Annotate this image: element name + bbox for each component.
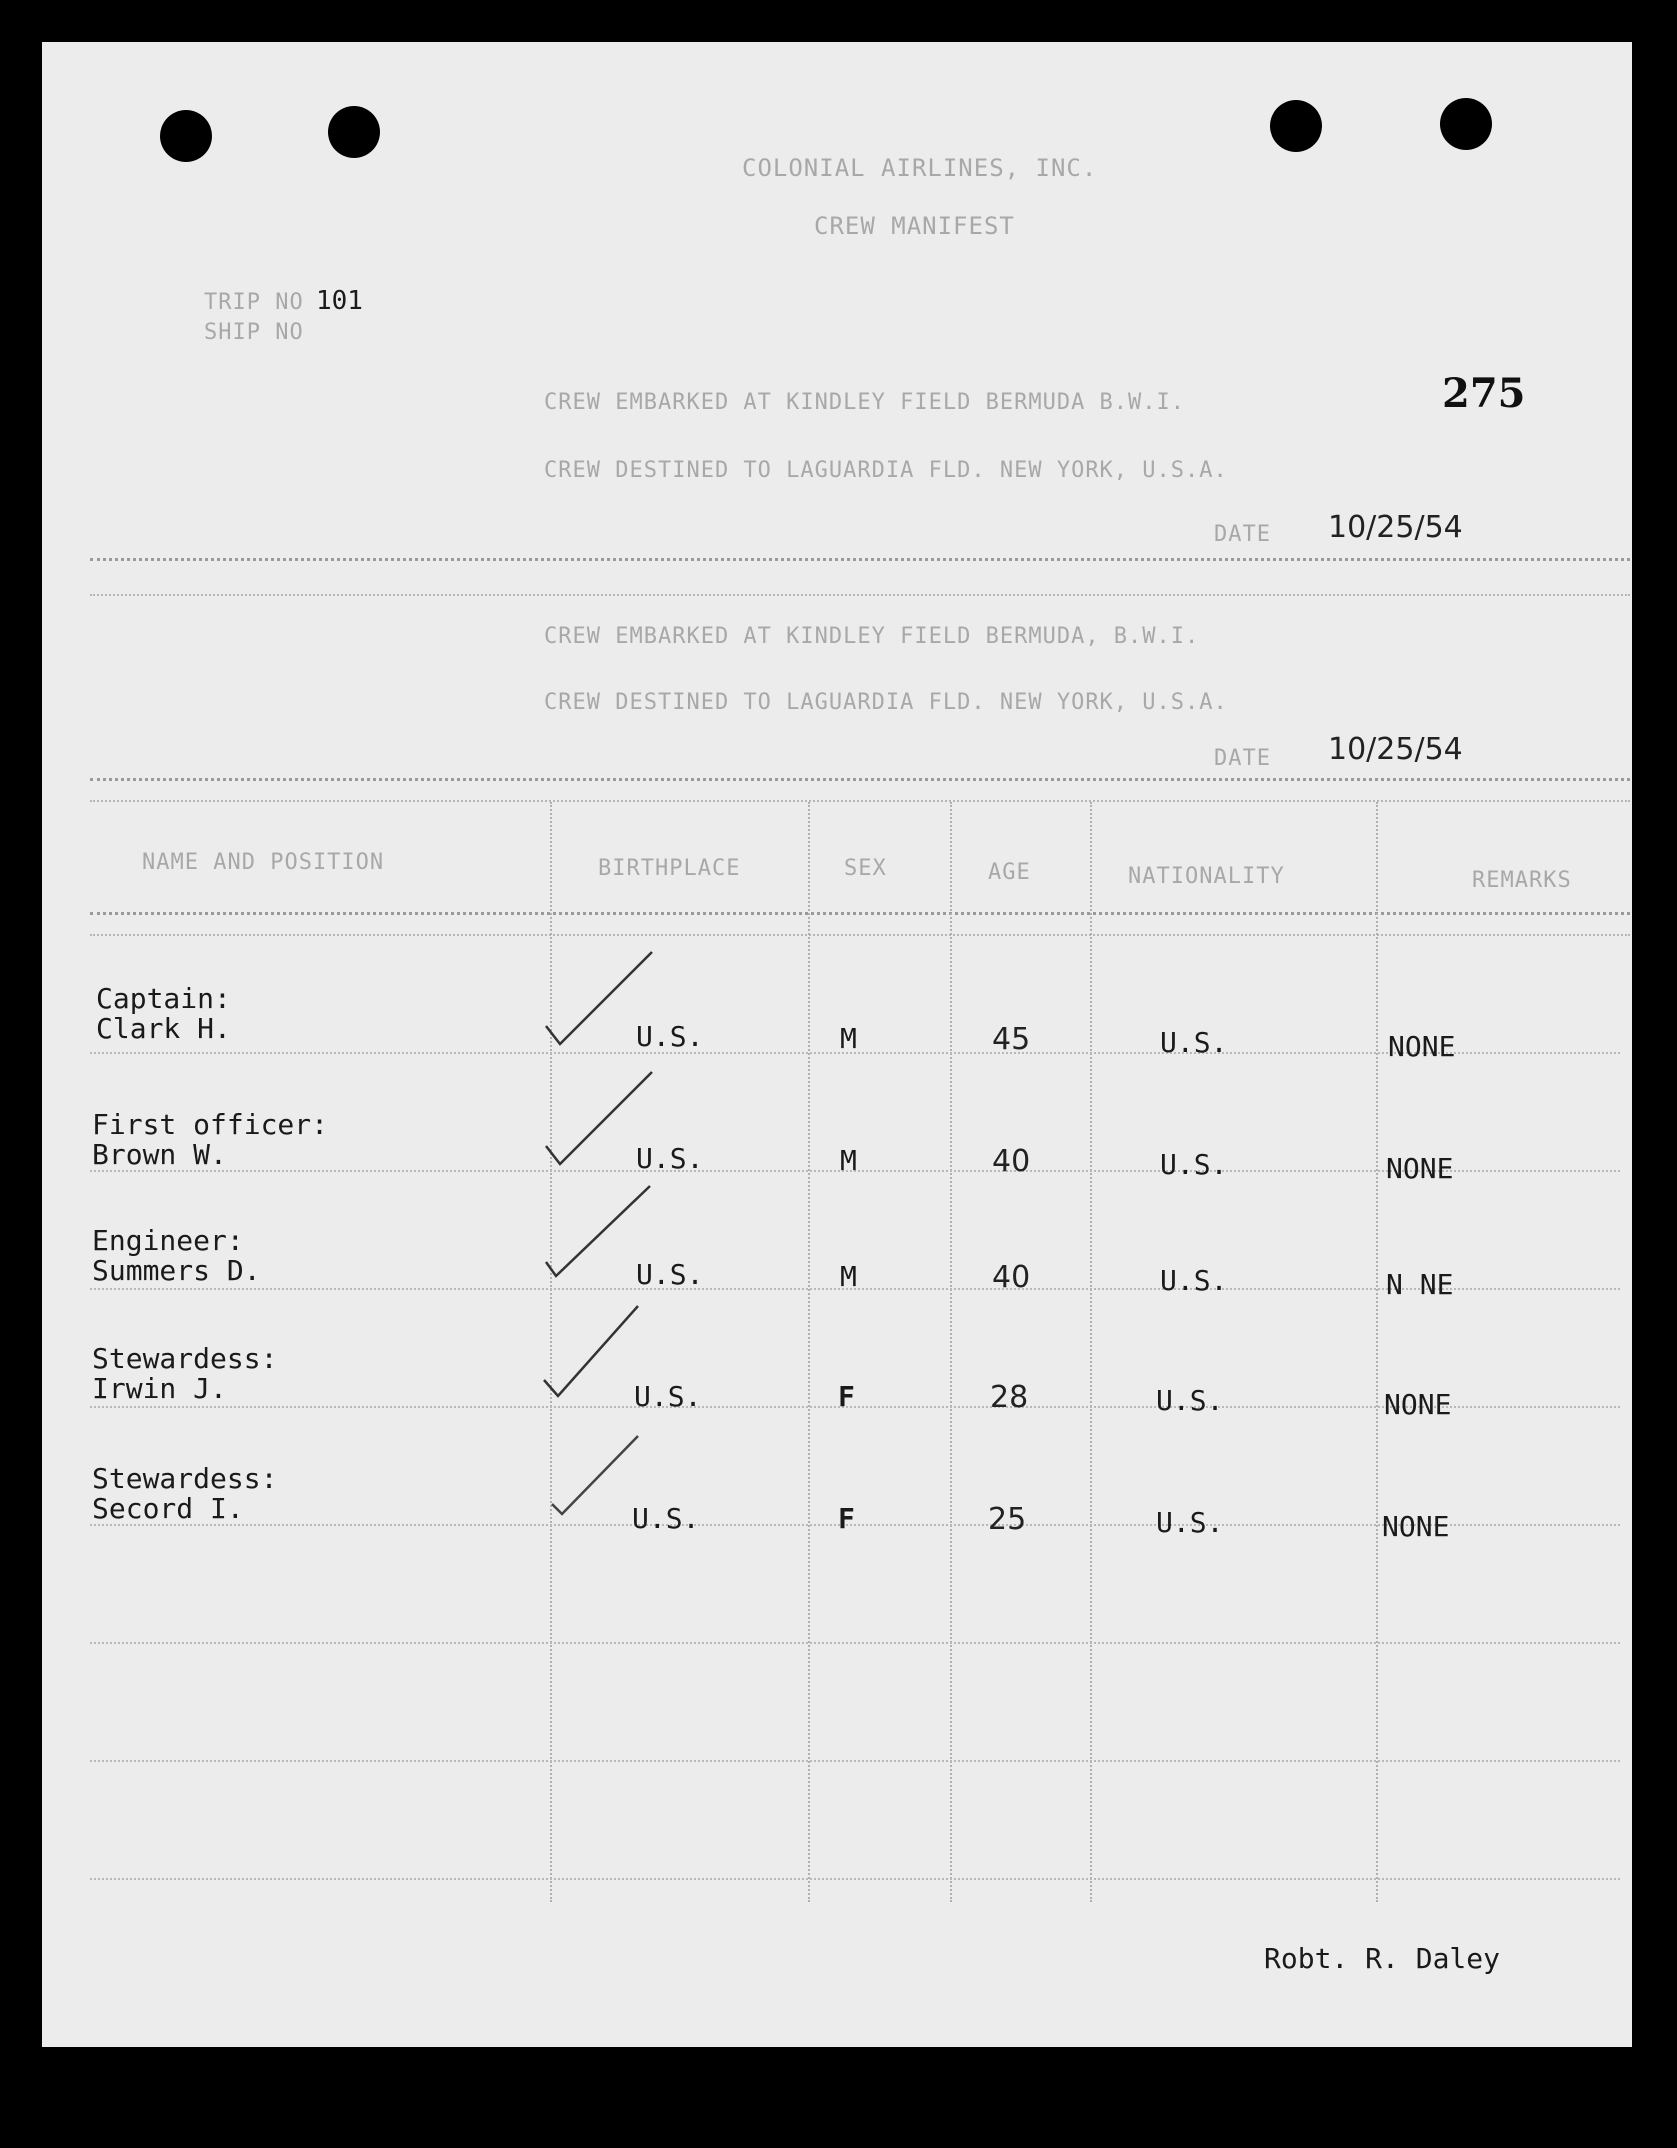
col-header-nationality: NATIONALITY xyxy=(1128,864,1285,889)
punch-hole xyxy=(328,106,380,158)
crew-age: 40 xyxy=(992,1144,1031,1179)
row-rule xyxy=(90,1878,1620,1880)
manifest-sheet xyxy=(42,42,1632,2047)
crew-name: Irwin J. xyxy=(92,1372,227,1405)
header-rule xyxy=(90,912,1630,915)
date-value-2: 10/25/54 xyxy=(1328,732,1463,767)
crew-remarks: NONE xyxy=(1388,1030,1456,1063)
crew-nationality: U.S. xyxy=(1156,1506,1224,1539)
crew-remarks: N NE xyxy=(1386,1268,1454,1301)
crew-name: Clark H. xyxy=(96,1012,231,1045)
row-rule xyxy=(90,1642,1620,1644)
crew-remarks: NONE xyxy=(1386,1152,1454,1185)
crew-birthplace: U.S. xyxy=(636,1020,704,1053)
crew-position: Stewardess: xyxy=(92,1462,278,1495)
column-rule xyxy=(950,802,952,1902)
column-rule xyxy=(1090,802,1092,1902)
table-top-rule xyxy=(90,778,1630,781)
signature: Robt. R. Daley xyxy=(1264,1942,1501,1975)
destined-line-2: CREW DESTINED TO LAGUARDIA FLD. NEW YORK, U.S.A. xyxy=(544,690,1228,715)
crew-sex: M xyxy=(840,1022,857,1055)
punch-hole xyxy=(160,110,212,162)
date-value: 10/25/54 xyxy=(1328,510,1463,545)
col-header-remarks: REMARKS xyxy=(1472,868,1572,893)
crew-position: First officer: xyxy=(92,1108,329,1141)
crew-position: Captain: xyxy=(96,982,231,1015)
separator xyxy=(90,558,1630,561)
column-rule xyxy=(1376,802,1378,1902)
crew-nationality: U.S. xyxy=(1160,1264,1228,1297)
date-label-2: DATE xyxy=(1214,746,1271,771)
crew-birthplace: U.S. xyxy=(632,1502,700,1535)
crew-age: 25 xyxy=(988,1502,1027,1537)
crew-remarks: NONE xyxy=(1382,1510,1450,1543)
crew-position: Engineer: xyxy=(92,1224,244,1257)
crew-nationality: U.S. xyxy=(1156,1384,1224,1417)
col-header-age: AGE xyxy=(988,860,1031,885)
crew-age: 28 xyxy=(990,1380,1029,1415)
crew-birthplace: U.S. xyxy=(634,1380,702,1413)
destined-line: CREW DESTINED TO LAGUARDIA FLD. NEW YORK, U.S.A. xyxy=(544,458,1228,483)
manifest-title: CREW MANIFEST xyxy=(814,212,1015,240)
crew-birthplace: U.S. xyxy=(636,1142,704,1175)
punch-hole xyxy=(1440,98,1492,150)
crew-sex: M xyxy=(840,1260,857,1293)
crew-name: Brown W. xyxy=(92,1138,227,1171)
crew-nationality: U.S. xyxy=(1160,1026,1228,1059)
separator xyxy=(90,594,1630,596)
company-name: COLONIAL AIRLINES, INC. xyxy=(742,154,1098,182)
col-header-birthplace: BIRTHPLACE xyxy=(598,856,741,881)
crew-age: 45 xyxy=(992,1022,1031,1057)
crew-name: Summers D. xyxy=(92,1254,261,1287)
crew-sex: F xyxy=(838,1380,855,1413)
crew-sex: M xyxy=(840,1144,857,1177)
trip-number: 101 xyxy=(316,286,363,316)
embarked-line: CREW EMBARKED AT KINDLEY FIELD BERMUDA B.W.I. xyxy=(544,390,1186,415)
date-label: DATE xyxy=(1214,522,1271,547)
col-header-name: NAME AND POSITION xyxy=(142,850,385,875)
crew-remarks: NONE xyxy=(1384,1388,1452,1421)
crew-nationality: U.S. xyxy=(1160,1148,1228,1181)
table-top-rule xyxy=(90,800,1630,802)
crew-age: 40 xyxy=(992,1260,1031,1295)
header-rule xyxy=(90,934,1630,936)
punch-hole xyxy=(1270,100,1322,152)
crew-position: Stewardess: xyxy=(92,1342,278,1375)
trip-label: TRIP NO xyxy=(204,290,304,315)
column-rule xyxy=(808,802,810,1902)
crew-name: Secord I. xyxy=(92,1492,244,1525)
col-header-sex: SEX xyxy=(844,856,887,881)
crew-sex: F xyxy=(838,1502,855,1535)
page-number: 275 xyxy=(1442,370,1526,417)
embarked-line-2: CREW EMBARKED AT KINDLEY FIELD BERMUDA, B.W.I. xyxy=(544,624,1200,649)
crew-birthplace: U.S. xyxy=(636,1258,704,1291)
ship-label: SHIP NO xyxy=(204,320,304,345)
row-rule xyxy=(90,1760,1620,1762)
